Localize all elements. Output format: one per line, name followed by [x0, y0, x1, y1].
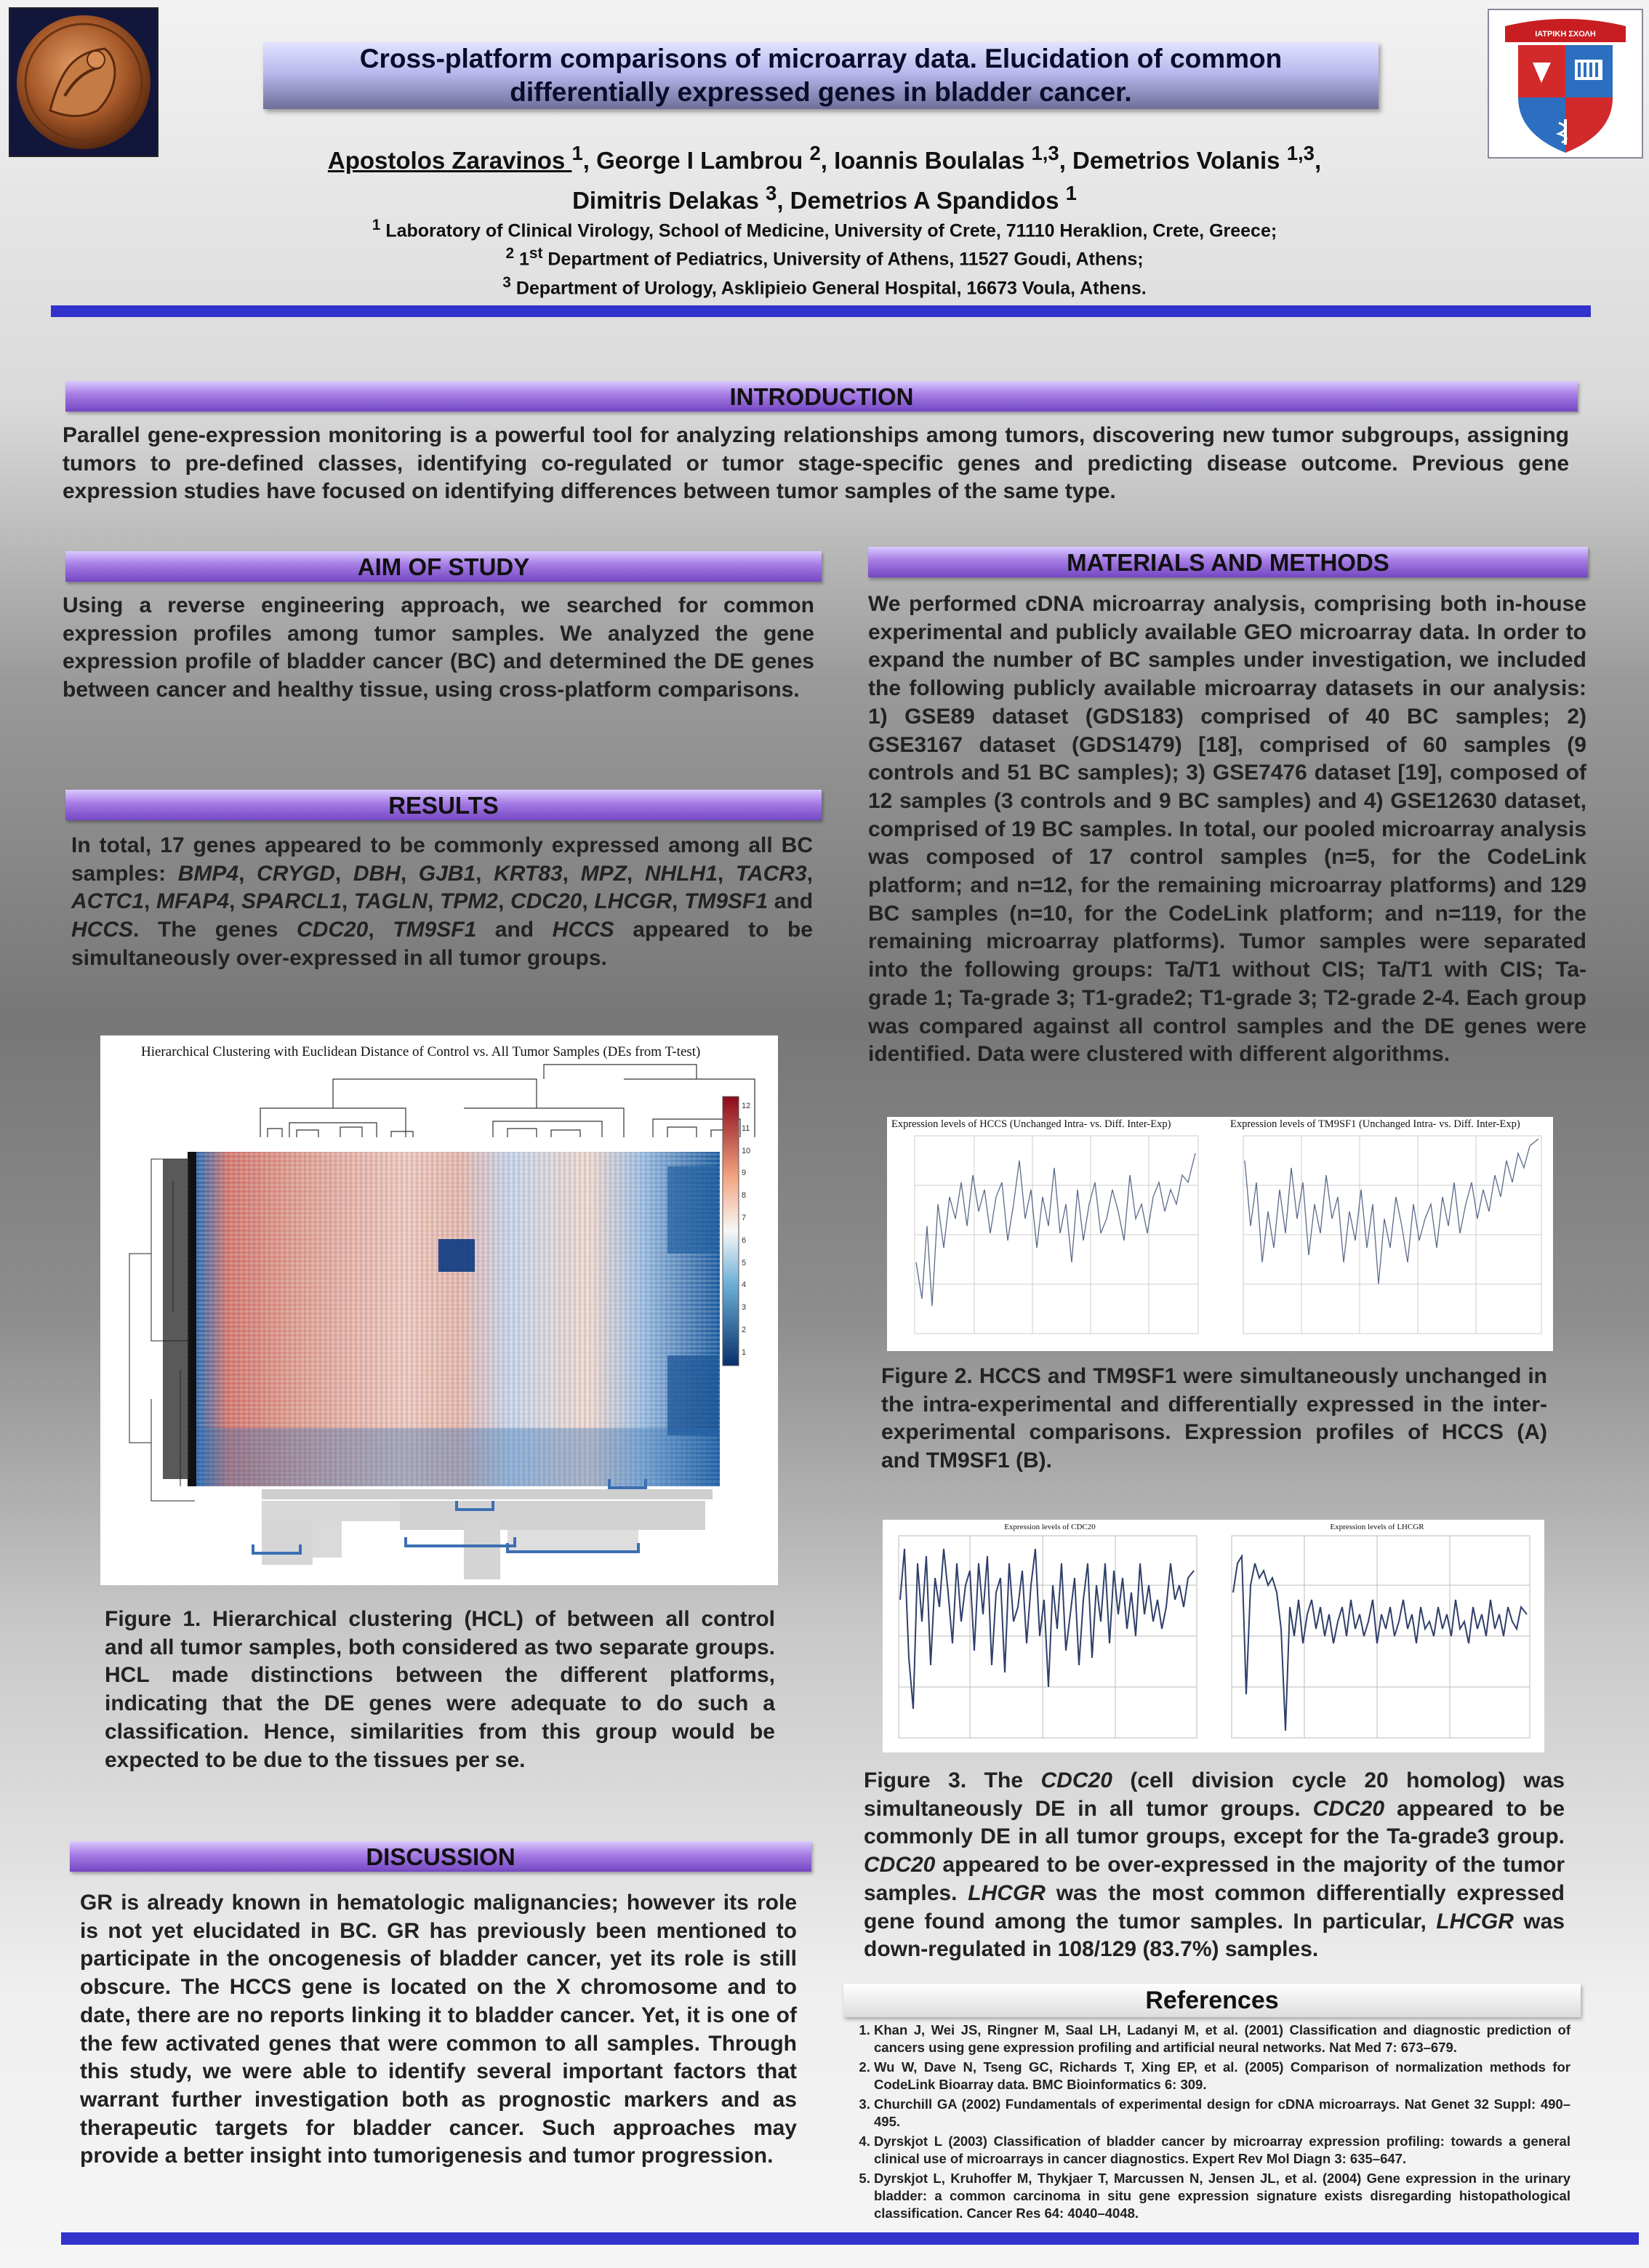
affil-text: Department of Pediatrics, University of Athens, 11527 Goudi, Athens; [542, 249, 1144, 270]
reference-item: 3. Churchill GA (2002) Fundamentals of experimental design for cDNA microarrays. Nat Genet 32 Suppl: 490–495. [874, 2096, 1570, 2131]
caption-text: Figure 3. The [864, 1768, 1041, 1792]
gene-name: HCCS [552, 918, 614, 942]
reference-item: 5. Dyrskjot L, Kruhoffer M, Thykjaer T, Marcussen N, Jensen JL, et al. (2004) Gene expression in the urinary bladder: a common carcinoma in situ gene expression signature exists disregarding histopathological classification. Cancer Res 64: 4040–4048. [874, 2170, 1570, 2222]
introduction-heading: INTRODUCTION [65, 381, 1578, 412]
author-name: , George I Lambrou [582, 147, 810, 174]
footer-divider [61, 2232, 1639, 2245]
gene-name: KRT83 [494, 861, 563, 886]
sep: , [626, 861, 645, 886]
scale-tick: 5 [742, 1258, 747, 1267]
gene-name: CDC20 [510, 889, 582, 914]
author-name: Dimitris Delakas [572, 187, 766, 214]
affil-text: Department of Urology, Asklipieio General Hospital, 16673 Voula, Athens. [510, 277, 1147, 298]
reference-item: 4. Dyrskjot L (2003) Classification of bladder cancer by microarray expression profiling: towards a general clinical use of microarrays in cancer diagnostics. Expert Rev Mol Diagn 3: 635–647. [874, 2133, 1570, 2168]
methods-heading: MATERIALS AND METHODS [868, 547, 1588, 577]
author-name: , Demetrios Volanis [1059, 147, 1287, 174]
row-dendrogram-leaves [159, 1152, 196, 1486]
cdc20-series-line [900, 1549, 1194, 1709]
gene-name: LHCGR [594, 889, 672, 914]
author-name: Apostolos Zaravinos [327, 147, 572, 174]
gene-name: BMP4 [177, 861, 239, 886]
author-list [145, 137, 1504, 217]
gene-name: TPM2 [439, 889, 498, 914]
author-affil: 1,3 [1286, 142, 1315, 164]
discussion-heading: DISCUSSION [70, 1841, 811, 1872]
sep: , [229, 889, 242, 914]
results-sentence: In total, 17 genes appeared to be commonly expressed among all BC samples: [71, 833, 813, 886]
sep: , [400, 861, 419, 886]
gene-name: SPARCL1 [241, 889, 342, 914]
figure-2-plots [887, 1117, 1553, 1351]
gene-name: TACR3 [735, 861, 807, 886]
affiliation-line [145, 214, 1504, 242]
references-list [843, 2021, 1570, 2224]
affiliation-line [145, 242, 1504, 271]
poster-title [263, 42, 1379, 109]
scale-tick: 3 [742, 1303, 747, 1313]
sep: , [476, 861, 494, 886]
gene-name: LHCGR [1436, 1909, 1514, 1934]
gene-name: ACTC1 [71, 889, 145, 914]
coin-seal-icon [10, 9, 157, 156]
scale-tick: 4 [742, 1281, 747, 1290]
sep: and [768, 889, 814, 914]
author-affil: 2 [809, 142, 821, 164]
scale-tick: 11 [742, 1123, 750, 1133]
author-name: , Demetrios A Spandidos [777, 187, 1066, 214]
reference-item: 2. Wu W, Dave N, Tseng GC, Richards T, Xing EP, et al. (2005) Comparison of normalization methods for CodeLink Bioarray data. BMC Bioinformatics 6: 309. [874, 2059, 1570, 2093]
university-seal-logo [9, 7, 159, 157]
author-sep: , [1314, 147, 1322, 174]
lhcgr-series-line [1233, 1556, 1527, 1731]
sep: , [717, 861, 736, 886]
results-text [71, 832, 813, 973]
scale-tick: 9 [742, 1169, 747, 1178]
gene-name: CDC20 [1312, 1796, 1385, 1821]
color-scale-labels [742, 1095, 771, 1364]
sep: , [238, 861, 257, 886]
results-sentence: appeared to be simultaneously over-expressed in all tumor groups. [71, 918, 813, 970]
scale-tick: 8 [742, 1191, 747, 1201]
gene-name: LHCGR [968, 1880, 1046, 1905]
gene-name: TM9SF1 [684, 889, 769, 914]
author-affil: 1,3 [1031, 142, 1059, 164]
sample-labels [262, 1489, 713, 1579]
sep: , [368, 918, 393, 942]
results-heading: RESULTS [65, 790, 822, 820]
methods-text: We performed cDNA microarray analysis, comprising both in-house experimental and publicly available GEO microarray data. In order to expand the number of BC samples under investigation, we included the following publicly available microarray datasets in our analysis: 1) GSE89 dataset (GDS183) comprised of 40 BC samples; 2) GSE3167 dataset (GDS1479) [18], comprised of 60 samples (9 controls and 51 BC samples); 3) GSE7476 dataset [19], composed of 12 samples (3 controls and 9 BC samples) and 4) GSE12630 dataset, comprised of 19 BC samples. In total, our pooled microarray analysis was composed of 17 control samples (n=5, for the CodeLink platform; and n=12, for the remaining microarray platforms) and 129 BC samples (n=10, for the CodeLink platform; and n=119, for the remaining microarray platforms). Tumor samples were separated into the following groups: Ta/T1 without CIS; Ta/T1 with CIS; Ta-grade 1; Ta-grade 3; T1-grade2; T1-grade 3; T2-grade 2-4. Each group was compared against all control samples and the DE genes were identified. Data were clustered with different algorithms. [868, 592, 1586, 1067]
sep: , [582, 889, 595, 914]
affil-text: Laboratory of Clinical Virology, School of Medicine, University of Crete, 71110 Heraklion, Crete, Greece; [380, 220, 1277, 241]
scale-tick: 10 [742, 1146, 751, 1155]
affil-number: 2 [505, 245, 515, 263]
results-sentence: . The genes [133, 918, 297, 942]
column-dendrogram [260, 1065, 755, 1137]
affiliation-line [145, 271, 1504, 300]
scale-tick: 1 [742, 1347, 747, 1357]
gene-name: CRYGD [257, 861, 335, 886]
figure-2a-title: Expression levels of HCCS (Unchanged Intra- vs. Diff. Inter-Exp) [891, 1118, 1171, 1130]
figure-3a-title: Expression levels of CDC20 [1004, 1523, 1096, 1531]
gene-name: MPZ [580, 861, 627, 886]
gene-name: DBH [353, 861, 401, 886]
title-line-2: differentially expressed genes in bladder cancer. [510, 77, 1132, 107]
figure-3-plots [883, 1520, 1544, 1752]
gene-name: CDC20 [864, 1853, 936, 1878]
sep: , [341, 889, 354, 914]
caption-text: (cell division cycle 20 homolog) was simultaneously DE in all tumor groups. [864, 1768, 1565, 1821]
author-affil: 1 [571, 142, 583, 164]
figure-3b-title: Expression levels of LHCGR [1330, 1523, 1424, 1531]
logo-banner-text: ΙΑΤΡΙΚΗ ΣΧΟΛΗ [1535, 30, 1596, 39]
sep: , [427, 889, 440, 914]
gene-name: MFAP4 [156, 889, 230, 914]
gene-name: GJB1 [418, 861, 476, 886]
hccs-series-line [916, 1153, 1195, 1306]
figure-1-title: Hierarchical Clustering with Euclidean Distance of Control vs. All Tumor Samples (DEs from T-test) [141, 1044, 701, 1059]
figure-2b-title: Expression levels of TM9SF1 (Unchanged Intra- vs. Diff. Inter-Exp) [1230, 1118, 1520, 1130]
caption-text: appeared to be commonly DE in all tumor groups, except for the Ta-grade3 group. [864, 1796, 1565, 1849]
caption-text: was down-regulated in 108/129 (83.7%) samples. [864, 1909, 1565, 1962]
sep: , [497, 889, 510, 914]
sep: , [806, 861, 813, 886]
figure-3-graphic [883, 1520, 1544, 1752]
sep: , [144, 889, 157, 914]
gene-name: TM9SF1 [393, 918, 477, 942]
figure-1-heatmap [100, 1035, 778, 1585]
author-affil: 1 [1065, 182, 1077, 204]
sep: , [672, 889, 684, 914]
gene-name: NHLH1 [644, 861, 718, 886]
caption-text: was the most common differentially expressed gene found among the tumor samples. In particular, [864, 1880, 1565, 1934]
sep: , [562, 861, 581, 886]
discussion-text: GR is already known in hematologic malignancies; however its role is not yet elucidated in BC. GR has previously been mentioned to participate in the oncogenesis of bladder cancer, yet its role is still obscure. The HCCS gene is located on the X chromosome and to date, there are no reports linking it to bladder cancer. Yet, it is one of the few activated genes that were common to all samples. Through this study, we were able to identify several important factors that warrant further investigation both as prognostic markers and as therapeutic targets for bladder cancer. Such approaches may provide a better insight into tumorigenesis and tumor progression. [80, 1891, 797, 2168]
scale-tick: 12 [742, 1102, 751, 1110]
scale-tick: 6 [742, 1235, 747, 1245]
affil-number: 1 [372, 217, 381, 233]
shield-emblem-icon [1489, 10, 1642, 157]
introduction-text: Parallel gene-expression monitoring is a powerful tool for analyzing relationships among tumors, discovering new tumor subgroups, assigning tumors to pre-defined classes, identifying co-regulated or tumor stage-specific genes and predicting disease outcome. Previous gene expression studies have focused on identifying differences between tumor samples of the same type. [63, 423, 1569, 504]
school-of-medicine-logo [1488, 9, 1643, 159]
color-scale [723, 1097, 739, 1366]
affil-text: 1 [514, 249, 529, 270]
gene-name: TAGLN [353, 889, 428, 914]
affil-number: 3 [502, 273, 511, 291]
aim-heading: AIM OF STUDY [65, 551, 822, 582]
scale-tick: 2 [742, 1325, 747, 1334]
caption-text: appeared to be over-expressed in the majority of the tumor samples. [864, 1853, 1565, 1905]
figure-2-caption: Figure 2. HCCS and TM9SF1 were simultaneously unchanged in the intra-experimental and differentially expressed in the inter-experimental comparisons. Expression profiles of HCCS (A) and TM9SF1 (B). [881, 1364, 1547, 1473]
gene-name: HCCS [71, 918, 134, 942]
sep: and [476, 918, 553, 942]
gene-name: CDC20 [296, 918, 369, 942]
heatmap-graphic [100, 1035, 778, 1585]
header-divider [51, 305, 1591, 317]
affiliations [145, 214, 1504, 300]
sep: , [334, 861, 353, 886]
reference-item: 1. Khan J, Wei JS, Ringner M, Saal LH, Ladanyi M, et al. (2001) Classification and diagnostic prediction of cancers using gene expression profiling and artificial neural networks. Nat Med 7: 673–679. [874, 2021, 1570, 2056]
tm9sf1-series-line [1245, 1139, 1538, 1284]
affil-ordinal: st [529, 245, 543, 263]
title-line-1: Cross-platform comparisons of microarray data. Elucidation of common [359, 44, 1283, 73]
figure-1-caption: Figure 1. Hierarchical clustering (HCL) of between all control and all tumor samples, both considered as two separate groups. HCL made distinctions between the different platforms, indicating that the DE genes were adequate to do such a classification. Hence, similarities from this group would be expected to be due to the tissues per se. [105, 1607, 775, 1772]
gene-name: CDC20 [1040, 1768, 1112, 1792]
scale-tick: 7 [742, 1213, 747, 1222]
figure-2-graphic [887, 1117, 1553, 1351]
author-affil: 3 [766, 182, 777, 204]
aim-text: Using a reverse engineering approach, we searched for common expression profiles among tumor samples. We analyzed the gene expression profile of bladder cancer (BC) and determined the DE genes between cancer and healthy tissue, using cross-platform comparisons. [63, 593, 814, 702]
figure-3-caption [864, 1767, 1565, 1964]
references-heading: References [843, 1984, 1581, 2017]
author-name: , Ioannis Boulalas [820, 147, 1032, 174]
